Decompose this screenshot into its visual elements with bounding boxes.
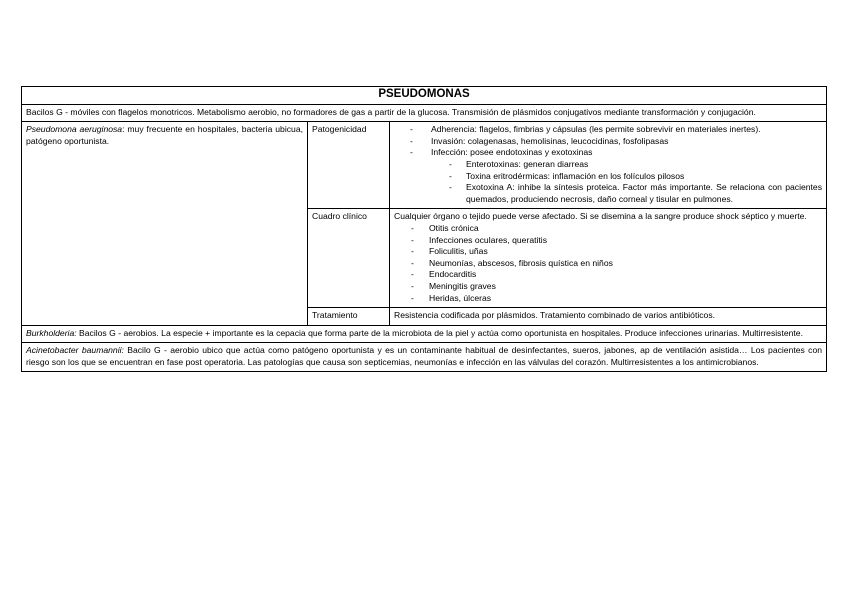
sublist-item: - Enterotoxinas: generan diarreas — [431, 159, 822, 171]
list-item: - Heridas, úlceras — [394, 293, 822, 305]
intro-row — [22, 104, 827, 122]
aeruginosa-description: : muy frecuente en hospitales, bacteria ubicua, patógeno oportunista. — [26, 124, 303, 146]
patogenicidad-row — [22, 122, 827, 209]
table-title: PSEUDOMONAS — [22, 87, 827, 105]
tratamiento-text: Resistencia codificada por plásmidos. Tratamiento combinado de varios antibióticos. — [390, 308, 827, 326]
list-item: - Meningitis graves — [394, 281, 822, 293]
list-item: - Infecciones oculares, queratitis — [394, 235, 822, 247]
list-item: - Invasión: colagenasas, hemolisinas, leucocidinas, fosfolipasas — [394, 136, 822, 148]
cuadro-clinico-list — [394, 223, 822, 304]
aeruginosa-name: Pseudomona aeruginosa — [26, 124, 123, 135]
cuadro-clinico-label: Cuadro clínico — [308, 209, 390, 308]
list-item: - Otitis crónica — [394, 223, 822, 235]
tratamiento-label: Tratamiento — [308, 308, 390, 326]
title-row — [22, 87, 827, 105]
acinetobacter-text: Bacilo G - aerobio ubico que actúa como patógeno oportunista y es un contaminante habitual de desinfectantes, sueros, jabones, ap de ventilación asistida… Los pacientes con riesgo son los que se encuentran en fase post operatoria. Las patologías que causa son septicemias, neumonías e infección en las válvulas del corazón. Multirresistentes a los antimicrobianos. — [26, 345, 823, 367]
burkholderia-text: Bacilos G - aerobios. La especie + importante es la cepacia que forma parte de la microbiota de la piel y actúa como oportunista en hospitales. Produce infecciones urinarias. Multirresistente. — [76, 327, 803, 338]
patogenicidad-content — [390, 122, 827, 209]
acinetobacter-cell — [22, 343, 827, 372]
list-item: - Endocarditis — [394, 269, 822, 281]
burkholderia-name: Burkholderia: — [26, 327, 77, 338]
burkholderia-row — [22, 325, 827, 343]
list-item: - Neumonías, abscesos, fibrosis quística en niños — [394, 258, 822, 270]
intro-text: Bacilos G - móviles con flagelos monotricos. Metabolismo aerobio, no formadores de gas a partir de la glucosa. Transmisión de plásmidos conjugativos mediante transformación y conjugación. — [22, 104, 827, 122]
toxin-sublist — [431, 159, 822, 205]
aeruginosa-cell — [22, 122, 308, 326]
burkholderia-cell — [22, 325, 827, 343]
list-item: - Adherencia: flagelos, fimbrias y cápsulas (les permite sobrevivir en materiales inertes). — [394, 124, 822, 136]
list-item-text: Infección: posee endotoxinas y exotoxinas — [431, 147, 593, 158]
patogenicidad-list — [394, 124, 822, 205]
cuadro-clinico-text: Cualquier órgano o tejido puede verse afectado. Si se disemina a la sangre produce shock séptico y muerte. — [394, 211, 807, 222]
sublist-item: - Toxina eritrodérmicas: inflamación en los folículos pilosos — [431, 171, 822, 183]
sublist-item: - Exotoxina A: inhibe la síntesis proteica. Factor más importante. Se relaciona con pacientes quemados, produciendo necrosis, daño corneal y tisular en pulmones. — [431, 182, 822, 205]
pseudomonas-table — [21, 86, 827, 372]
acinetobacter-row — [22, 343, 827, 372]
patogenicidad-label: Patogenicidad — [308, 122, 390, 209]
list-item: - Foliculitis, uñas — [394, 246, 822, 258]
acinetobacter-name: Acinetobacter baumannii: — [26, 345, 124, 356]
cuadro-clinico-content — [390, 209, 827, 308]
list-item — [394, 147, 822, 205]
